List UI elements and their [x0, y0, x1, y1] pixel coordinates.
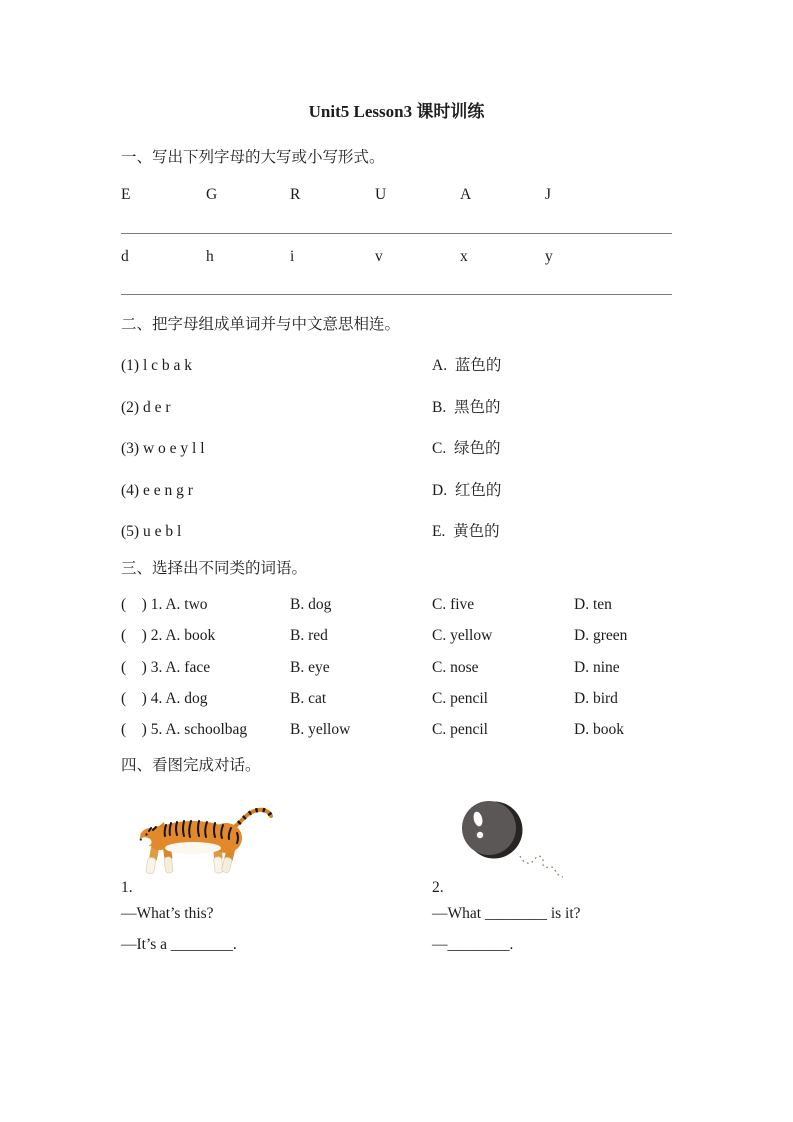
choice-b: B. yellow [290, 721, 351, 738]
balloon-image [458, 798, 570, 880]
match-option: A. 蓝色的 [432, 357, 502, 374]
dialog1-question: —What’s this? [121, 905, 214, 922]
match-row [121, 523, 681, 545]
lowercase-letter: i [290, 248, 295, 265]
answer-blank-line-1 [121, 233, 672, 234]
match-option: D. 红色的 [432, 482, 502, 499]
choice-question: ( ) 3. A. face [121, 659, 211, 676]
balloon-string [520, 856, 563, 877]
section2-heading: 二、把字母组成单词并与中文意思相连。 [121, 316, 401, 333]
choice-question: ( ) 2. A. book [121, 627, 216, 644]
balloon-highlight-dot [477, 832, 483, 838]
match-option: E. 黄色的 [432, 523, 500, 540]
choice-question: ( ) 1. A. two [121, 596, 208, 613]
scrambled-word: (1) l c b a k [121, 357, 193, 374]
choice-d: D. book [574, 721, 624, 738]
section1-heading: 一、写出下列字母的大写或小写形式。 [121, 149, 385, 166]
choice-row [121, 596, 721, 618]
dialog1-answer: —It’s a ________. [121, 936, 237, 953]
uppercase-letter: R [290, 186, 301, 203]
choice-d: D. nine [574, 659, 620, 676]
tiger-nose [140, 838, 142, 840]
uppercase-letter: G [206, 186, 218, 203]
tiger-image [138, 806, 278, 882]
balloon-body [462, 801, 516, 855]
match-row [121, 482, 681, 504]
choice-row [121, 659, 721, 681]
dialog2-answer: —________. [432, 936, 514, 953]
choice-b: B. dog [290, 596, 332, 613]
uppercase-letter: U [375, 186, 387, 203]
choice-d: D. bird [574, 690, 618, 707]
section3-heading: 三、选择出不同类的词语。 [121, 560, 308, 577]
scrambled-word: (4) e e n g r [121, 482, 193, 499]
lowercase-letters-row [121, 248, 681, 268]
choice-row [121, 690, 721, 712]
section4-heading: 四、看图完成对话。 [121, 757, 261, 774]
balloon-clipart-svg [458, 798, 570, 880]
choice-question: ( ) 4. A. dog [121, 690, 208, 707]
match-row [121, 357, 681, 379]
choice-c: C. pencil [432, 721, 488, 738]
match-option: B. 黑色的 [432, 399, 501, 416]
dialog1-number: 1. [121, 879, 133, 896]
uppercase-letter: J [545, 186, 552, 203]
tiger-tail [233, 810, 271, 828]
choice-b: B. red [290, 627, 328, 644]
dialog2-question: —What ________ is it? [432, 905, 581, 922]
answer-blank-line-2 [121, 294, 672, 295]
choice-c: C. nose [432, 659, 479, 676]
scrambled-word: (2) d e r [121, 399, 171, 416]
tiger-belly [165, 842, 221, 854]
lowercase-letter: v [375, 248, 383, 265]
choice-row [121, 627, 721, 649]
choice-c: C. pencil [432, 690, 488, 707]
choice-question: ( ) 5. A. schoolbag [121, 721, 248, 738]
dialog2-number: 2. [432, 879, 444, 896]
scrambled-word: (5) u e b l [121, 523, 182, 540]
uppercase-letter: E [121, 186, 131, 203]
choice-c: C. yellow [432, 627, 493, 644]
choice-b: B. cat [290, 690, 327, 707]
tiger-clipart-svg [138, 806, 278, 882]
choice-b: B. eye [290, 659, 330, 676]
lowercase-letter: y [545, 248, 553, 265]
uppercase-letter: A [460, 186, 472, 203]
lowercase-letter: h [206, 248, 214, 265]
match-option: C. 绿色的 [432, 440, 501, 457]
choice-d: D. green [574, 627, 628, 644]
match-row [121, 440, 681, 462]
scrambled-word: (3) w o e y l l [121, 440, 205, 457]
uppercase-letters-row [121, 186, 681, 206]
lowercase-letter: x [460, 248, 468, 265]
match-row [121, 399, 681, 421]
choice-c: C. five [432, 596, 475, 613]
choice-row [121, 721, 721, 743]
page-title: Unit5 Lesson3 课时训练 [308, 102, 485, 121]
tiger-eye [145, 833, 147, 835]
choice-d: D. ten [574, 596, 612, 613]
lowercase-letter: d [121, 248, 129, 265]
